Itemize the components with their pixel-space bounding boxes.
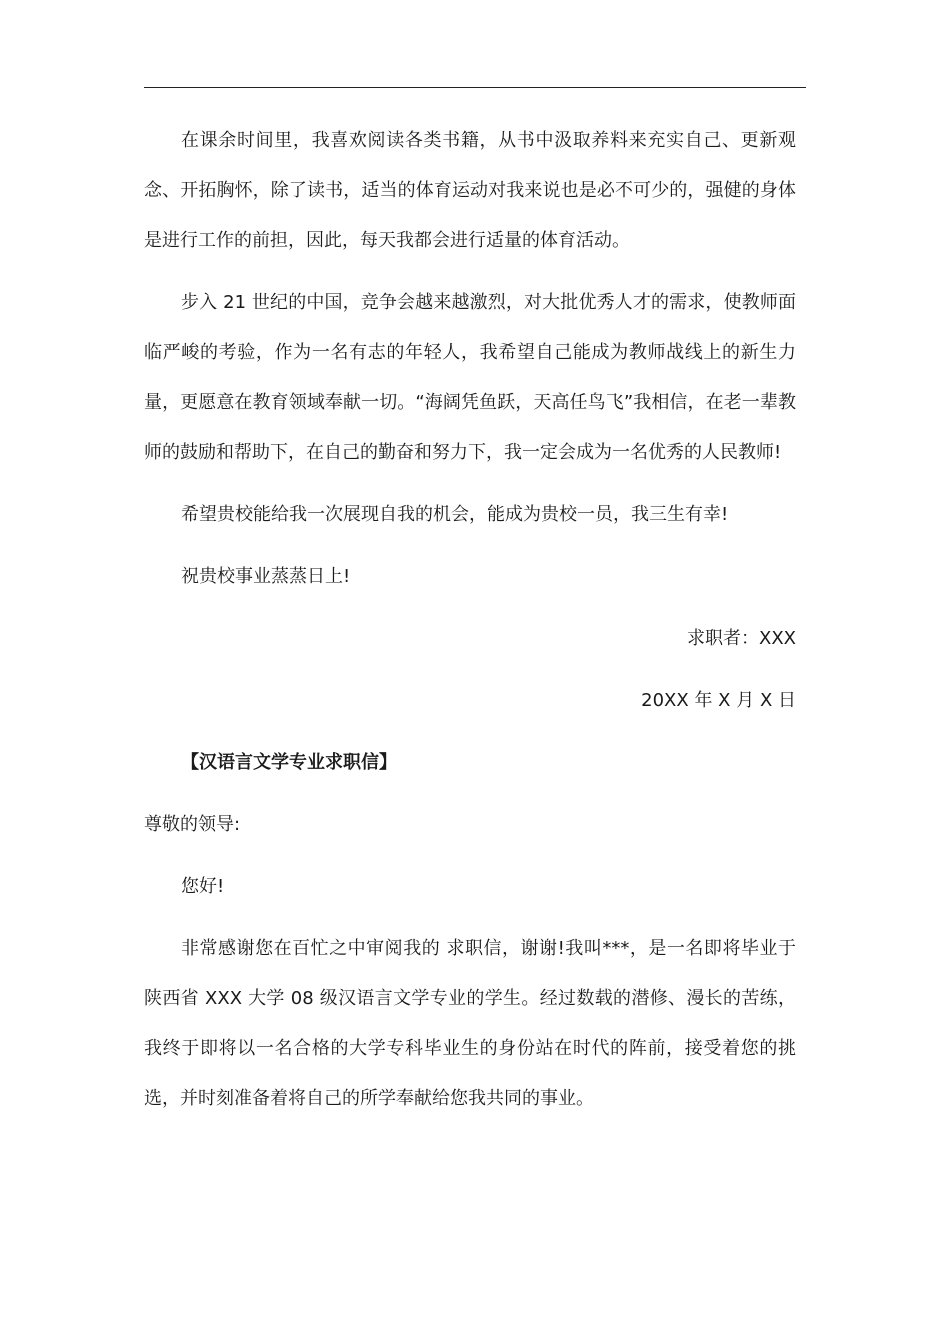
paragraph-aspiration: 步入 21 世纪的中国，竞争会越来越激烈，对大批优秀人才的需求，使教师面临严峻的考验，作为一名有志的年轻人，我希望自己能成为教师战线上的新生力量，更愿意在教育领域奉献一切。“海阔凭鱼跃，天高任鸟飞”我相信，在老一辈教师的鼓励和帮助下，在自己的勤奋和努力下，我一定会成为一名优秀的人民教师! — [144, 292, 796, 463]
paragraph-reading: 在课余时间里，我喜欢阅读各类书籍，从书中汲取养料来充实自己、更新观念、开拓胸怀，除了读书，适当的体育运动对我来说也是必不可少的，强健的身体是进行工作的前担，因此，每天我都会进行适量的体育活动。 — [144, 130, 796, 251]
paragraph-wish: 祝贵校事业蒸蒸日上! — [181, 566, 351, 587]
document-body — [144, 116, 796, 1136]
greeting: 您好! — [181, 876, 225, 897]
signature: 求职者：XXX — [687, 628, 796, 649]
salutation: 尊敬的领导: — [144, 814, 241, 835]
section-title: 【汉语言文学专业求职信】 — [181, 752, 397, 773]
paragraph-introduction: 非常感谢您在百忙之中审阅我的 求职信，谢谢!我叫***，是一名即将毕业于陕西省 XXX 大学 08 级汉语言文学专业的学生。经过数载的潜修、漫长的苦练，我终于即将以一名合格的大学专科毕业生的身份站在时代的阵前，接受着您的挑选，并时刻准备着将自己的所学奉献给您我共同的事业。 — [144, 938, 796, 1109]
header-rule — [144, 87, 806, 88]
paragraph-hope: 希望贵校能给我一次展现自我的机会，能成为贵校一员，我三生有幸! — [181, 504, 729, 525]
letter-date: 20XX 年 X 月 X 日 — [641, 690, 796, 711]
